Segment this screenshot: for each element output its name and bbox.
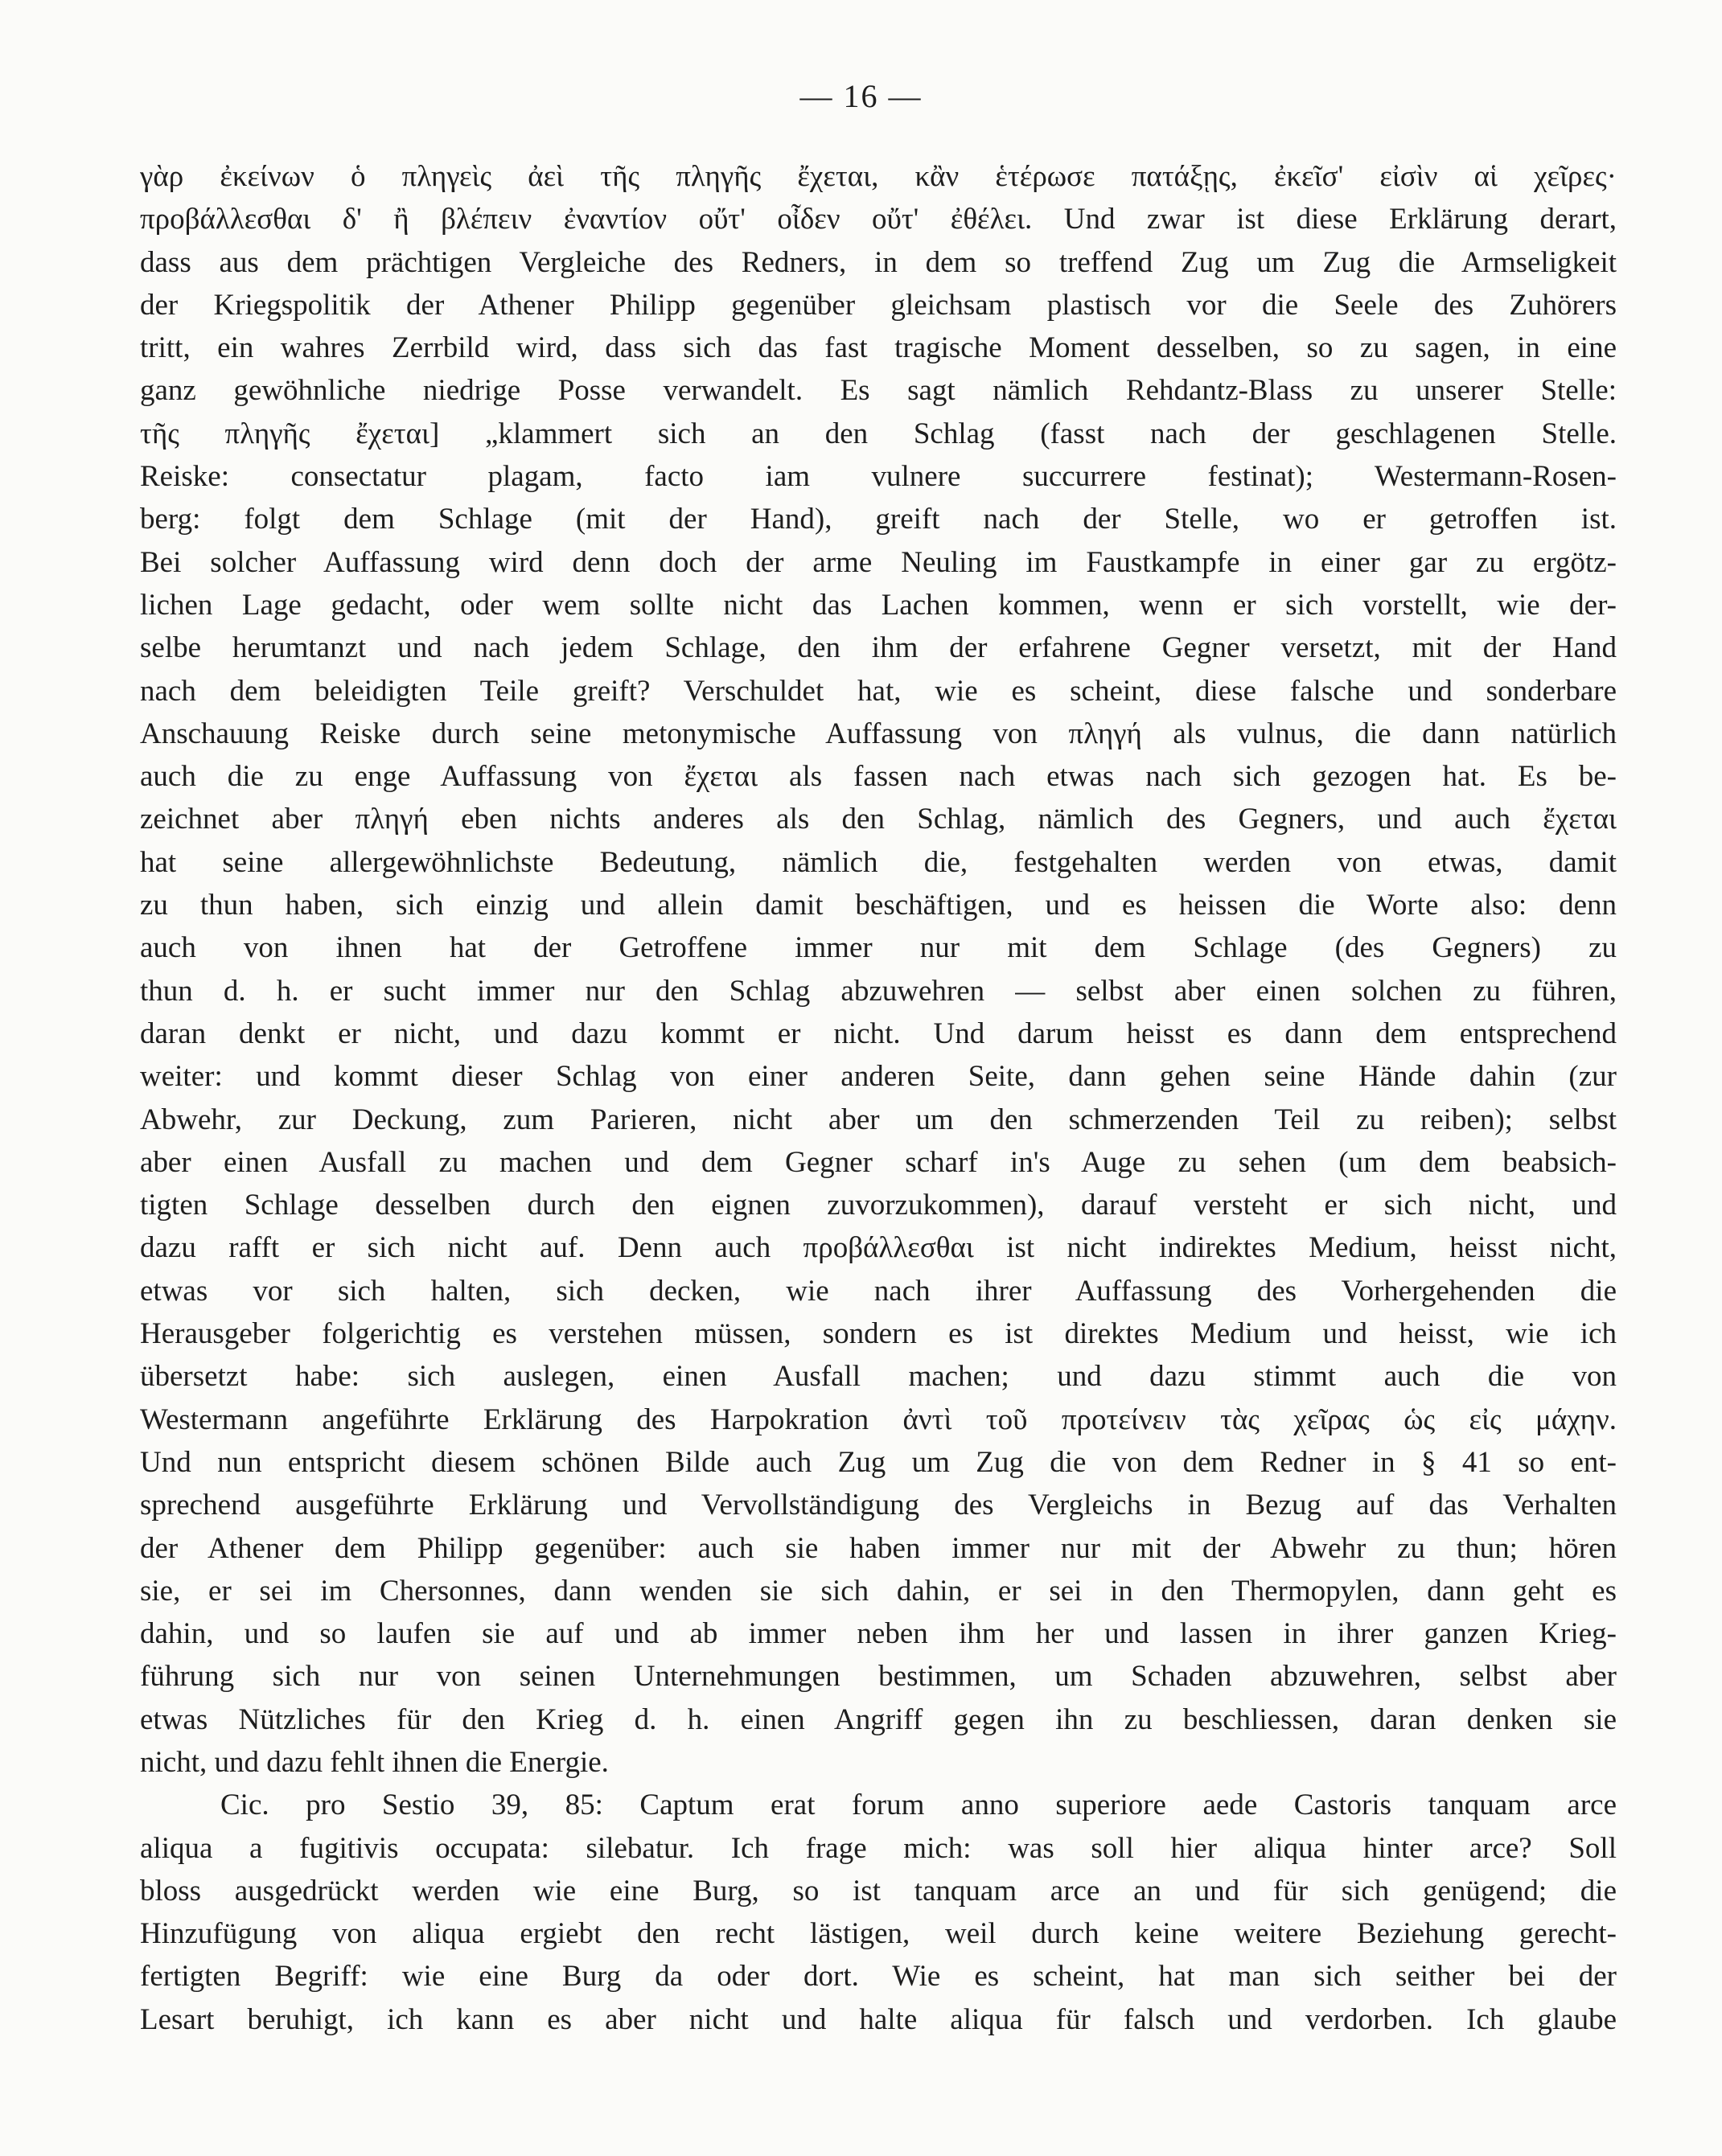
- text-line: selbe herumtanzt und nach jedem Schlage, den ihm der erfahrene Gegner versetzt, mit der Hand: [140, 631, 1617, 665]
- text-line: berg: folgt dem Schlage (mit der Hand), greift nach der Stelle, wo er getroffen ist.: [140, 503, 1617, 536]
- text-line: fertigten Begriff: wie eine Burg da oder dort. Wie es scheint, hat man sich seither bei der: [140, 1960, 1617, 1994]
- text-line: Westermann angeführte Erklärung des Harpokration ἀντὶ τοῦ προτείνειν τὰς χεῖρας ὡς εἰς μάχην.: [140, 1402, 1617, 1436]
- text-line: dahin, und so laufen sie auf und ab immer neben ihm her und lassen in ihrer ganzen Krieg-: [140, 1617, 1617, 1651]
- text-line: Reiske: consectatur plagam, facto iam vulnere succurrere festinat); Westermann-Rosen-: [140, 460, 1617, 494]
- text-line: γὰρ ἐκείνων ὁ πληγεὶς ἀεὶ τῆς πληγῆς ἔχεται, κἂν ἑτέρωσε πατάξῃς, ἐκεῖσ' εἰσὶν αἱ χεῖρες·: [140, 160, 1617, 193]
- text-line: προβάλλεσθαι δ' ἢ βλέπειν ἐναντίον οὔτ' οἶδεν οὔτ' ἐθέλει. Und zwar ist diese Erklärung derart,: [140, 203, 1617, 236]
- text-line: sie, er sei im Chersonnes, dann wenden sie sich dahin, er sei in den Thermopylen, dann geht es: [140, 1574, 1617, 1608]
- text-line: aliqua a fugitivis occupata: silebatur. Ich frage mich: was soll hier aliqua hinter arce? Soll: [140, 1831, 1617, 1865]
- text-line: etwas vor sich halten, sich decken, wie nach ihrer Auffassung des Vorhergehenden die: [140, 1274, 1617, 1308]
- text-line: Herausgeber folgerichtig es verstehen müssen, sondern es ist direktes Medium und heisst, wie ich: [140, 1317, 1617, 1351]
- text-line: dass aus dem prächtigen Vergleiche des Redners, in dem so treffend Zug um Zug die Armseligkeit: [140, 245, 1617, 279]
- text-line: ganz gewöhnliche niedrige Posse verwandelt. Es sagt nämlich Rehdantz-Blass zu unserer Stelle:: [140, 374, 1617, 408]
- text-line: Lesart beruhigt, ich kann es aber nicht und halte aliqua für falsch und verdorben. Ich glaube: [140, 2002, 1617, 2036]
- text-line: weiter: und kommt dieser Schlag von einer anderen Seite, dann gehen seine Hände dahin (zur: [140, 1060, 1617, 1094]
- text-line: hat seine allergewöhnlichste Bedeutung, nämlich die, festgehalten werden von etwas, damit: [140, 845, 1617, 879]
- text-line: aber einen Ausfall zu machen und dem Gegner scharf in's Auge zu sehen (um dem beabsich-: [140, 1145, 1617, 1179]
- text-line: Und nun entspricht diesem schönen Bilde auch Zug um Zug die von dem Redner in § 41 so ent-: [140, 1445, 1617, 1479]
- text-line: thun d. h. er sucht immer nur den Schlag abzuwehren — selbst aber einen solchen zu führen,: [140, 974, 1617, 1008]
- text-line: etwas Nützliches für den Krieg d. h. einen Angriff gegen ihn zu beschliessen, daran denken sie: [140, 1702, 1617, 1736]
- text-line: τῆς πληγῆς ἔχεται] „klammert sich an den Schlag (fasst nach der geschlagenen Stelle.: [140, 417, 1617, 450]
- text-line: der Athener dem Philipp gegenüber: auch sie haben immer nur mit der Abwehr zu thun; hören: [140, 1531, 1617, 1565]
- text-line: nicht, und dazu fehlt ihnen die Energie.: [140, 1745, 609, 1779]
- text-line: Hinzufügung von aliqua ergiebt den recht lästigen, weil durch keine weitere Beziehung gerecht-: [140, 1917, 1617, 1951]
- text-line: zu thun haben, sich einzig und allein damit beschäftigen, und es heissen die Worte also: denn: [140, 889, 1617, 922]
- text-line: übersetzt habe: sich auslegen, einen Ausfall machen; und dazu stimmt auch die von: [140, 1360, 1617, 1394]
- text-line: Cic. pro Sestio 39, 85: Captum erat forum anno superiore aede Castoris tanquam arce: [220, 1788, 1617, 1822]
- text-line: dazu rafft er sich nicht auf. Denn auch προβάλλεσθαι ist nicht indirektes Medium, heisst nicht,: [140, 1231, 1617, 1265]
- text-line: sprechend ausgeführte Erklärung und Vervollständigung des Vergleichs in Bezug auf das Verhalten: [140, 1489, 1617, 1522]
- text-line: führung sich nur von seinen Unternehmungen bestimmen, um Schaden abzuwehren, selbst aber: [140, 1660, 1617, 1694]
- text-line: lichen Lage gedacht, oder wem sollte nicht das Lachen kommen, wenn er sich vorstellt, wie der-: [140, 588, 1617, 622]
- text-line: tigten Schlage desselben durch den eignen zuvorzukommen), darauf versteht er sich nicht, und: [140, 1189, 1617, 1222]
- page-number: — 16 —: [799, 78, 923, 114]
- text-line: zeichnet aber πληγή eben nichts anderes als den Schlag, nämlich des Gegners, und auch ἔχεται: [140, 803, 1617, 836]
- text-line: der Kriegspolitik der Athener Philipp gegenüber gleichsam plastisch vor die Seele des Zuhörers: [140, 288, 1617, 322]
- text-line: tritt, ein wahres Zerrbild wird, dass sich das fast tragische Moment desselben, so zu sagen, in eine: [140, 331, 1617, 365]
- text-line: bloss ausgedrückt werden wie eine Burg, so ist tanquam arce an und für sich genügend; die: [140, 1874, 1617, 1908]
- text-line: Abwehr, zur Deckung, zum Parieren, nicht aber um den schmerzenden Teil zu reiben); selbst: [140, 1103, 1617, 1136]
- text-line: Anschauung Reiske durch seine metonymische Auffassung von πληγή als vulnus, die dann natürlich: [140, 717, 1617, 750]
- text-line: auch die zu enge Auffassung von ἔχεται als fassen nach etwas nach sich gezogen hat. Es be-: [140, 760, 1617, 794]
- text-line: nach dem beleidigten Teile greift? Verschuldet hat, wie es scheint, diese falsche und sonderbare: [140, 674, 1617, 708]
- text-line: Bei solcher Auffassung wird denn doch der arme Neuling im Faustkampfe in einer gar zu ergötz-: [140, 545, 1617, 579]
- text-line: auch von ihnen hat der Getroffene immer nur mit dem Schlage (des Gegners) zu: [140, 931, 1617, 965]
- body-text: [140, 155, 1617, 2041]
- text-line: daran denkt er nicht, und dazu kommt er nicht. Und darum heisst es dann dem entsprechend: [140, 1016, 1617, 1050]
